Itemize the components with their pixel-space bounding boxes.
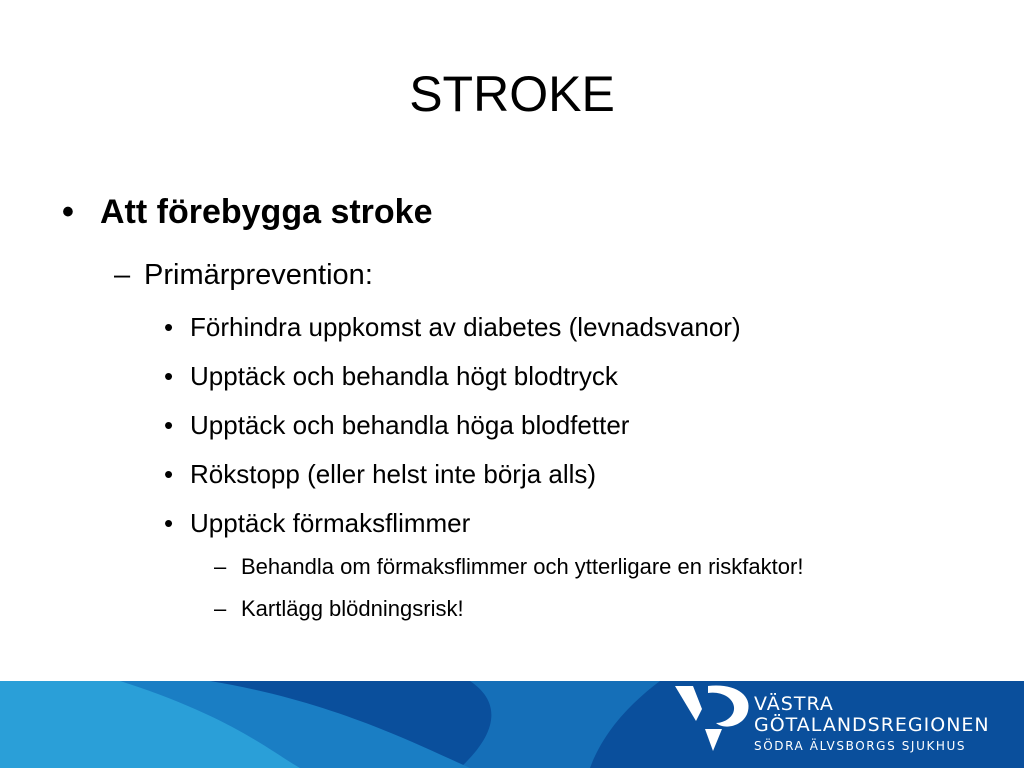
dash-icon: – — [214, 596, 227, 621]
bullet-dot-icon: • — [164, 312, 174, 342]
bullet-level1-text: Att förebygga stroke — [100, 193, 433, 231]
bullet-level3-text: Förhindra uppkomst av diabetes (levnadsvanor) — [190, 312, 741, 342]
dash-icon: – — [214, 554, 227, 579]
bullet-level3-text: Upptäck och behandla höga blodfetter — [190, 410, 630, 440]
logo-line-vastra: VÄSTRA — [754, 693, 834, 715]
footer-band — [0, 681, 1024, 768]
slide-title: STROKE — [409, 66, 615, 122]
bullet-level3-text: Upptäck förmaksflimmer — [190, 508, 471, 538]
bullet-level4-text: Behandla om förmaksflimmer och ytterligare en riskfaktor! — [241, 554, 804, 579]
dash-icon: – — [114, 259, 131, 291]
bullet-dot-icon: • — [164, 361, 174, 391]
bullet-dot-icon: • — [164, 508, 174, 538]
bullet-dot-icon: • — [62, 193, 74, 231]
bullet-dot-icon: • — [164, 410, 174, 440]
bullet-dot-icon: • — [164, 459, 174, 489]
logo-line-hospital: SÖDRA ÄLVSBORGS SJUKHUS — [754, 739, 967, 753]
bullet-level3-text: Upptäck och behandla högt blodtryck — [190, 361, 618, 391]
logo-line-gotalandsregionen: GÖTALANDSREGIONEN — [754, 714, 990, 736]
bullet-level2-text: Primärprevention: — [144, 259, 373, 291]
bullet-level3-text: Rökstopp (eller helst inte börja alls) — [190, 459, 597, 489]
bullet-level4-text: Kartlägg blödningsrisk! — [241, 596, 464, 621]
